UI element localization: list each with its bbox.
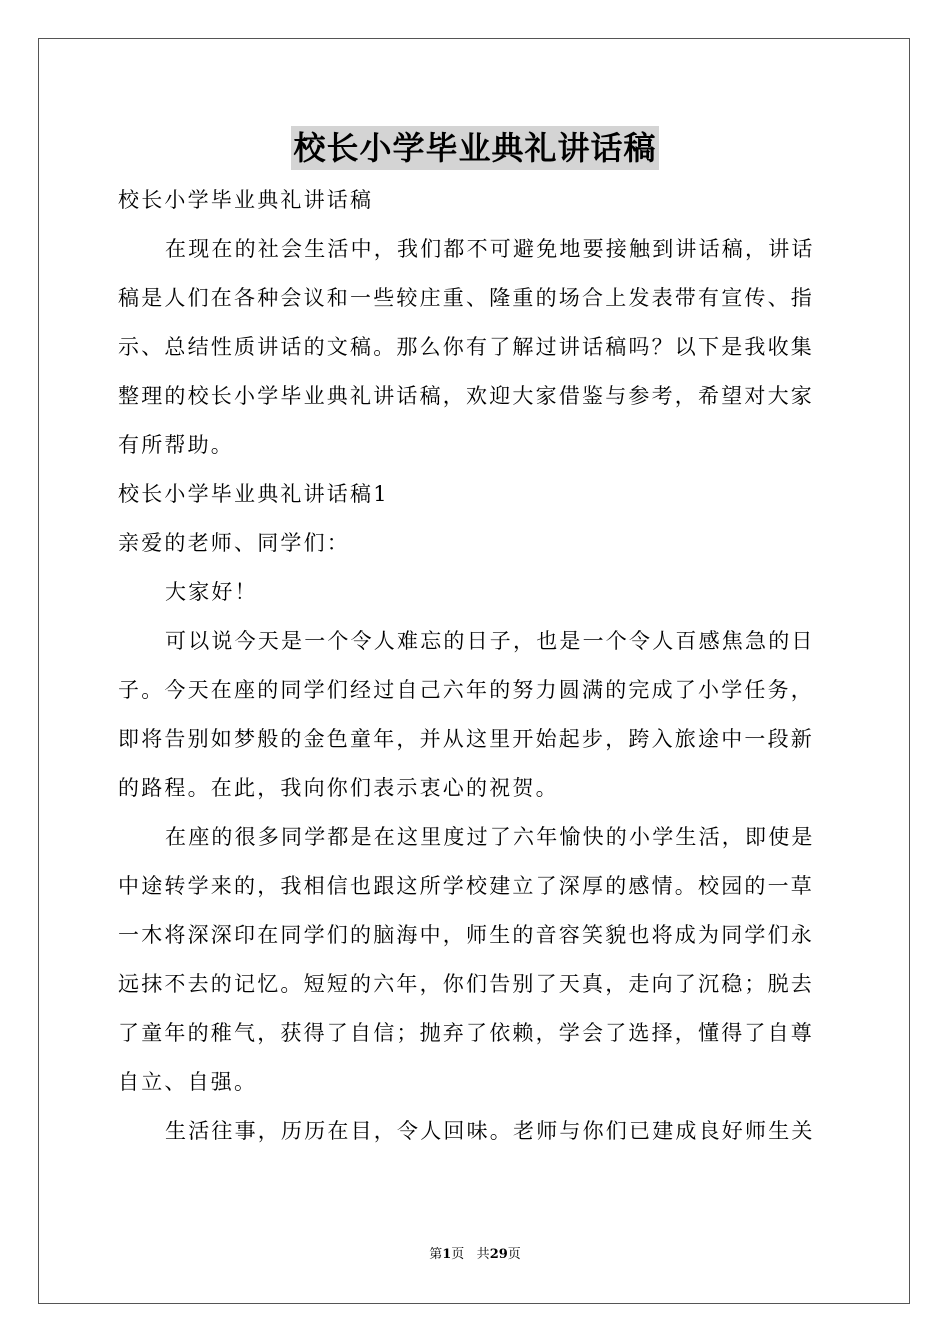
paragraph: 亲爱的老师、同学们： [118, 531, 350, 555]
paragraph: 校长小学毕业典礼讲话稿1 [118, 482, 389, 506]
title-container [0, 126, 950, 170]
footer-prefix: 第 [429, 1247, 443, 1262]
paragraph: 大家好！ [165, 580, 258, 604]
footer-total-prefix: 共 [476, 1247, 490, 1262]
page-footer [0, 1245, 950, 1265]
document-body [118, 176, 834, 1156]
paragraph: 可以说今天是一个令人难忘的日子，也是一个令人百感焦急的日子。今天在座的同学们经过自己六年的努力圆满的完成了小学任务，即将告别如梦般的金色童年，并从这里开始起步，跨入旅途中一段新的路程。在此，我向你们表示衷心的祝贺。 [118, 629, 815, 800]
paragraph: 在座的很多同学都是在这里度过了六年愉快的小学生活，即使是中途转学来的，我相信也跟这所学校建立了深厚的感情。校园的一草一木将深深印在同学们的脑海中，师生的音容笑貌也将成为同学们永远抹不去的记忆。短短的六年，你们告别了天真，走向了沉稳；脱去了童年的稚气，获得了自信；抛弃了依赖，学会了选择，懂得了自尊自立、自强。 [118, 825, 815, 1094]
paragraph: 在现在的社会生活中，我们都不可避免地要接触到讲话稿，讲话稿是人们在各种会议和一些较庄重、隆重的场合上发表带有宣传、指示、总结性质讲话的文稿。那么你有了解过讲话稿吗？以下是我收集整理的校长小学毕业典礼讲话稿，欢迎大家借鉴与参考，希望对大家有所帮助。 [118, 237, 815, 457]
footer-total-suffix: 页 [507, 1247, 521, 1262]
footer-page-word: 页 [451, 1247, 465, 1262]
footer-total-pages: 29 [489, 1247, 508, 1262]
paragraph: 生活往事，历历在目，令人回味。老师与你们已建成良好师生关 [165, 1119, 815, 1143]
footer-current-page: 1 [442, 1247, 452, 1262]
document-title: 校长小学毕业典礼讲话稿 [291, 126, 658, 170]
paragraph: 校长小学毕业典礼讲话稿 [118, 188, 374, 212]
